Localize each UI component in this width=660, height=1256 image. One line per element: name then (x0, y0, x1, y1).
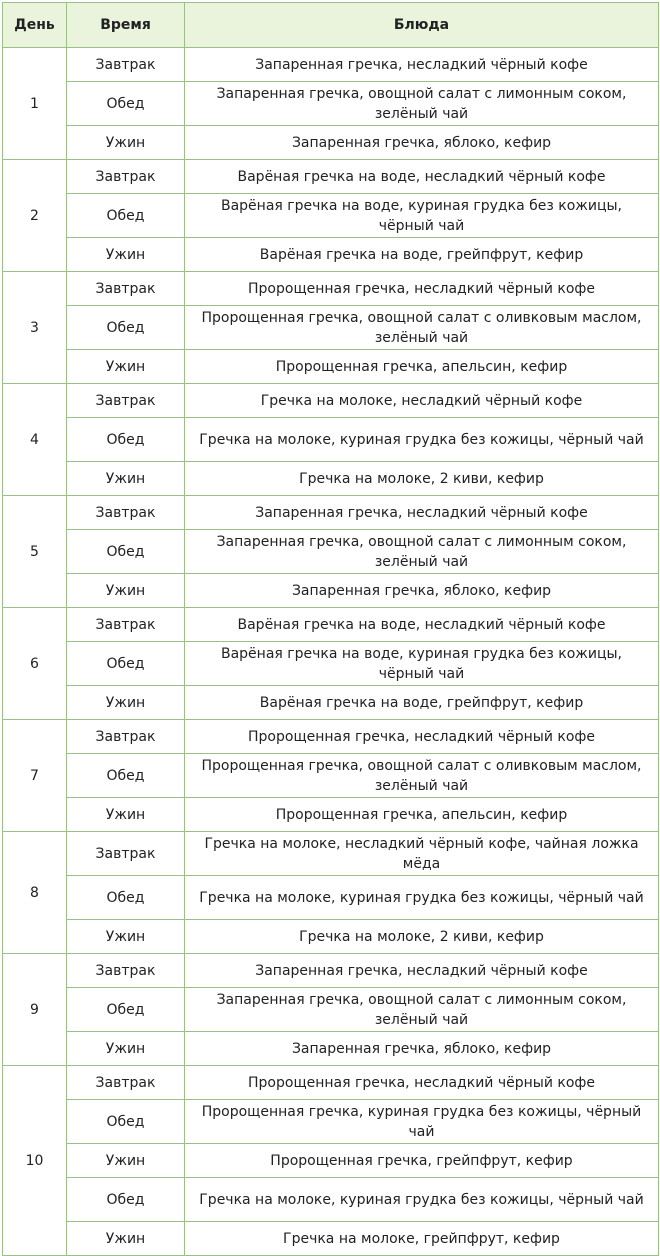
meal-time-cell: Ужин (67, 1032, 185, 1066)
table-row (3, 272, 659, 306)
meal-time-cell: Ужин (67, 238, 185, 272)
meal-time-cell: Завтрак (67, 954, 185, 988)
dishes-cell: Запаренная гречка, овощной салат с лимонным соком, зелёный чай (185, 988, 659, 1032)
menu-table-body (3, 48, 659, 1256)
dishes-cell: Гречка на молоке, куриная грудка без кожицы, чёрный чай (185, 418, 659, 462)
dishes-cell: Гречка на молоке, куриная грудка без кожицы, чёрный чай (185, 1178, 659, 1222)
day-number-cell: 6 (3, 608, 67, 720)
meal-time-cell: Ужин (67, 462, 185, 496)
dishes-cell: Варёная гречка на воде, несладкий чёрный кофе (185, 160, 659, 194)
meal-time-cell: Обед (67, 418, 185, 462)
dishes-cell: Пророщенная гречка, куриная грудка без кожицы, чёрный чай (185, 1100, 659, 1144)
dishes-cell: Варёная гречка на воде, куриная грудка без кожицы, чёрный чай (185, 194, 659, 238)
day-number-cell: 8 (3, 832, 67, 954)
dishes-cell: Запаренная гречка, несладкий чёрный кофе (185, 48, 659, 82)
table-row (3, 160, 659, 194)
dishes-cell: Пророщенная гречка, несладкий чёрный кофе (185, 1066, 659, 1100)
meal-time-cell: Завтрак (67, 272, 185, 306)
meal-time-cell: Завтрак (67, 384, 185, 418)
table-row (3, 350, 659, 384)
buckwheat-diet-table (2, 2, 659, 1256)
header-day: День (3, 3, 67, 48)
day-number-cell: 9 (3, 954, 67, 1066)
dishes-cell: Пророщенная гречка, грейпфрут, кефир (185, 1144, 659, 1178)
dishes-cell: Варёная гречка на воде, грейпфрут, кефир (185, 686, 659, 720)
meal-time-cell: Обед (67, 988, 185, 1032)
dishes-cell: Пророщенная гречка, овощной салат с оливковым маслом, зелёный чай (185, 306, 659, 350)
table-row (3, 574, 659, 608)
table-row (3, 1222, 659, 1256)
table-row (3, 1066, 659, 1100)
meal-time-cell: Обед (67, 642, 185, 686)
dishes-cell: Пророщенная гречка, овощной салат с оливковым маслом, зелёный чай (185, 754, 659, 798)
meal-time-cell: Ужин (67, 920, 185, 954)
table-row (3, 642, 659, 686)
dishes-cell: Гречка на молоке, 2 киви, кефир (185, 920, 659, 954)
dishes-cell: Пророщенная гречка, несладкий чёрный кофе (185, 720, 659, 754)
meal-time-cell: Обед (67, 1178, 185, 1222)
dishes-cell: Пророщенная гречка, несладкий чёрный кофе (185, 272, 659, 306)
dishes-cell: Запаренная гречка, несладкий чёрный кофе (185, 496, 659, 530)
day-number-cell: 4 (3, 384, 67, 496)
table-row (3, 608, 659, 642)
dishes-cell: Запаренная гречка, яблоко, кефир (185, 1032, 659, 1066)
dishes-cell: Запаренная гречка, яблоко, кефир (185, 574, 659, 608)
meal-time-cell: Обед (67, 754, 185, 798)
header-time: Время (67, 3, 185, 48)
table-row (3, 954, 659, 988)
table-row (3, 876, 659, 920)
meal-time-cell: Обед (67, 1100, 185, 1144)
table-row (3, 798, 659, 832)
meal-time-cell: Обед (67, 306, 185, 350)
meal-time-cell: Завтрак (67, 496, 185, 530)
dishes-cell: Гречка на молоке, несладкий чёрный кофе, чайная ложка мёда (185, 832, 659, 876)
meal-time-cell: Завтрак (67, 1066, 185, 1100)
table-row (3, 462, 659, 496)
table-row (3, 194, 659, 238)
meal-time-cell: Завтрак (67, 720, 185, 754)
table-row (3, 920, 659, 954)
table-row (3, 1032, 659, 1066)
dishes-cell: Варёная гречка на воде, несладкий чёрный кофе (185, 608, 659, 642)
table-row (3, 1100, 659, 1144)
table-row (3, 832, 659, 876)
table-row (3, 686, 659, 720)
meal-time-cell: Завтрак (67, 832, 185, 876)
meal-time-cell: Ужин (67, 574, 185, 608)
dishes-cell: Пророщенная гречка, апельсин, кефир (185, 798, 659, 832)
header-row (3, 3, 659, 48)
table-row (3, 126, 659, 160)
table-row (3, 988, 659, 1032)
dishes-cell: Гречка на молоке, несладкий чёрный кофе (185, 384, 659, 418)
dishes-cell: Гречка на молоке, куриная грудка без кожицы, чёрный чай (185, 876, 659, 920)
meal-time-cell: Ужин (67, 350, 185, 384)
meal-time-cell: Обед (67, 530, 185, 574)
meal-time-cell: Обед (67, 82, 185, 126)
meal-time-cell: Обед (67, 194, 185, 238)
table-row (3, 48, 659, 82)
table-row (3, 1178, 659, 1222)
day-number-cell: 2 (3, 160, 67, 272)
meal-time-cell: Ужин (67, 798, 185, 832)
table-row (3, 418, 659, 462)
meal-time-cell: Ужин (67, 126, 185, 160)
meal-time-cell: Завтрак (67, 160, 185, 194)
dishes-cell: Варёная гречка на воде, грейпфрут, кефир (185, 238, 659, 272)
table-row (3, 384, 659, 418)
meal-time-cell: Завтрак (67, 608, 185, 642)
dishes-cell: Запаренная гречка, овощной салат с лимонным соком, зелёный чай (185, 82, 659, 126)
table-row (3, 530, 659, 574)
day-number-cell: 1 (3, 48, 67, 160)
day-number-cell: 7 (3, 720, 67, 832)
header-dishes: Блюда (185, 3, 659, 48)
meal-time-cell: Обед (67, 876, 185, 920)
day-number-cell: 10 (3, 1066, 67, 1256)
dishes-cell: Гречка на молоке, грейпфрут, кефир (185, 1222, 659, 1256)
meal-time-cell: Ужин (67, 686, 185, 720)
dishes-cell: Варёная гречка на воде, куриная грудка без кожицы, чёрный чай (185, 642, 659, 686)
day-number-cell: 5 (3, 496, 67, 608)
table-row (3, 82, 659, 126)
table-row (3, 496, 659, 530)
dishes-cell: Пророщенная гречка, апельсин, кефир (185, 350, 659, 384)
table-row (3, 238, 659, 272)
table-row (3, 720, 659, 754)
table-row (3, 306, 659, 350)
dishes-cell: Запаренная гречка, несладкий чёрный кофе (185, 954, 659, 988)
dishes-cell: Запаренная гречка, яблоко, кефир (185, 126, 659, 160)
meal-time-cell: Ужин (67, 1222, 185, 1256)
table-row (3, 754, 659, 798)
day-number-cell: 3 (3, 272, 67, 384)
meal-time-cell: Завтрак (67, 48, 185, 82)
table-row (3, 1144, 659, 1178)
meal-time-cell: Ужин (67, 1144, 185, 1178)
dishes-cell: Гречка на молоке, 2 киви, кефир (185, 462, 659, 496)
dishes-cell: Запаренная гречка, овощной салат с лимонным соком, зелёный чай (185, 530, 659, 574)
